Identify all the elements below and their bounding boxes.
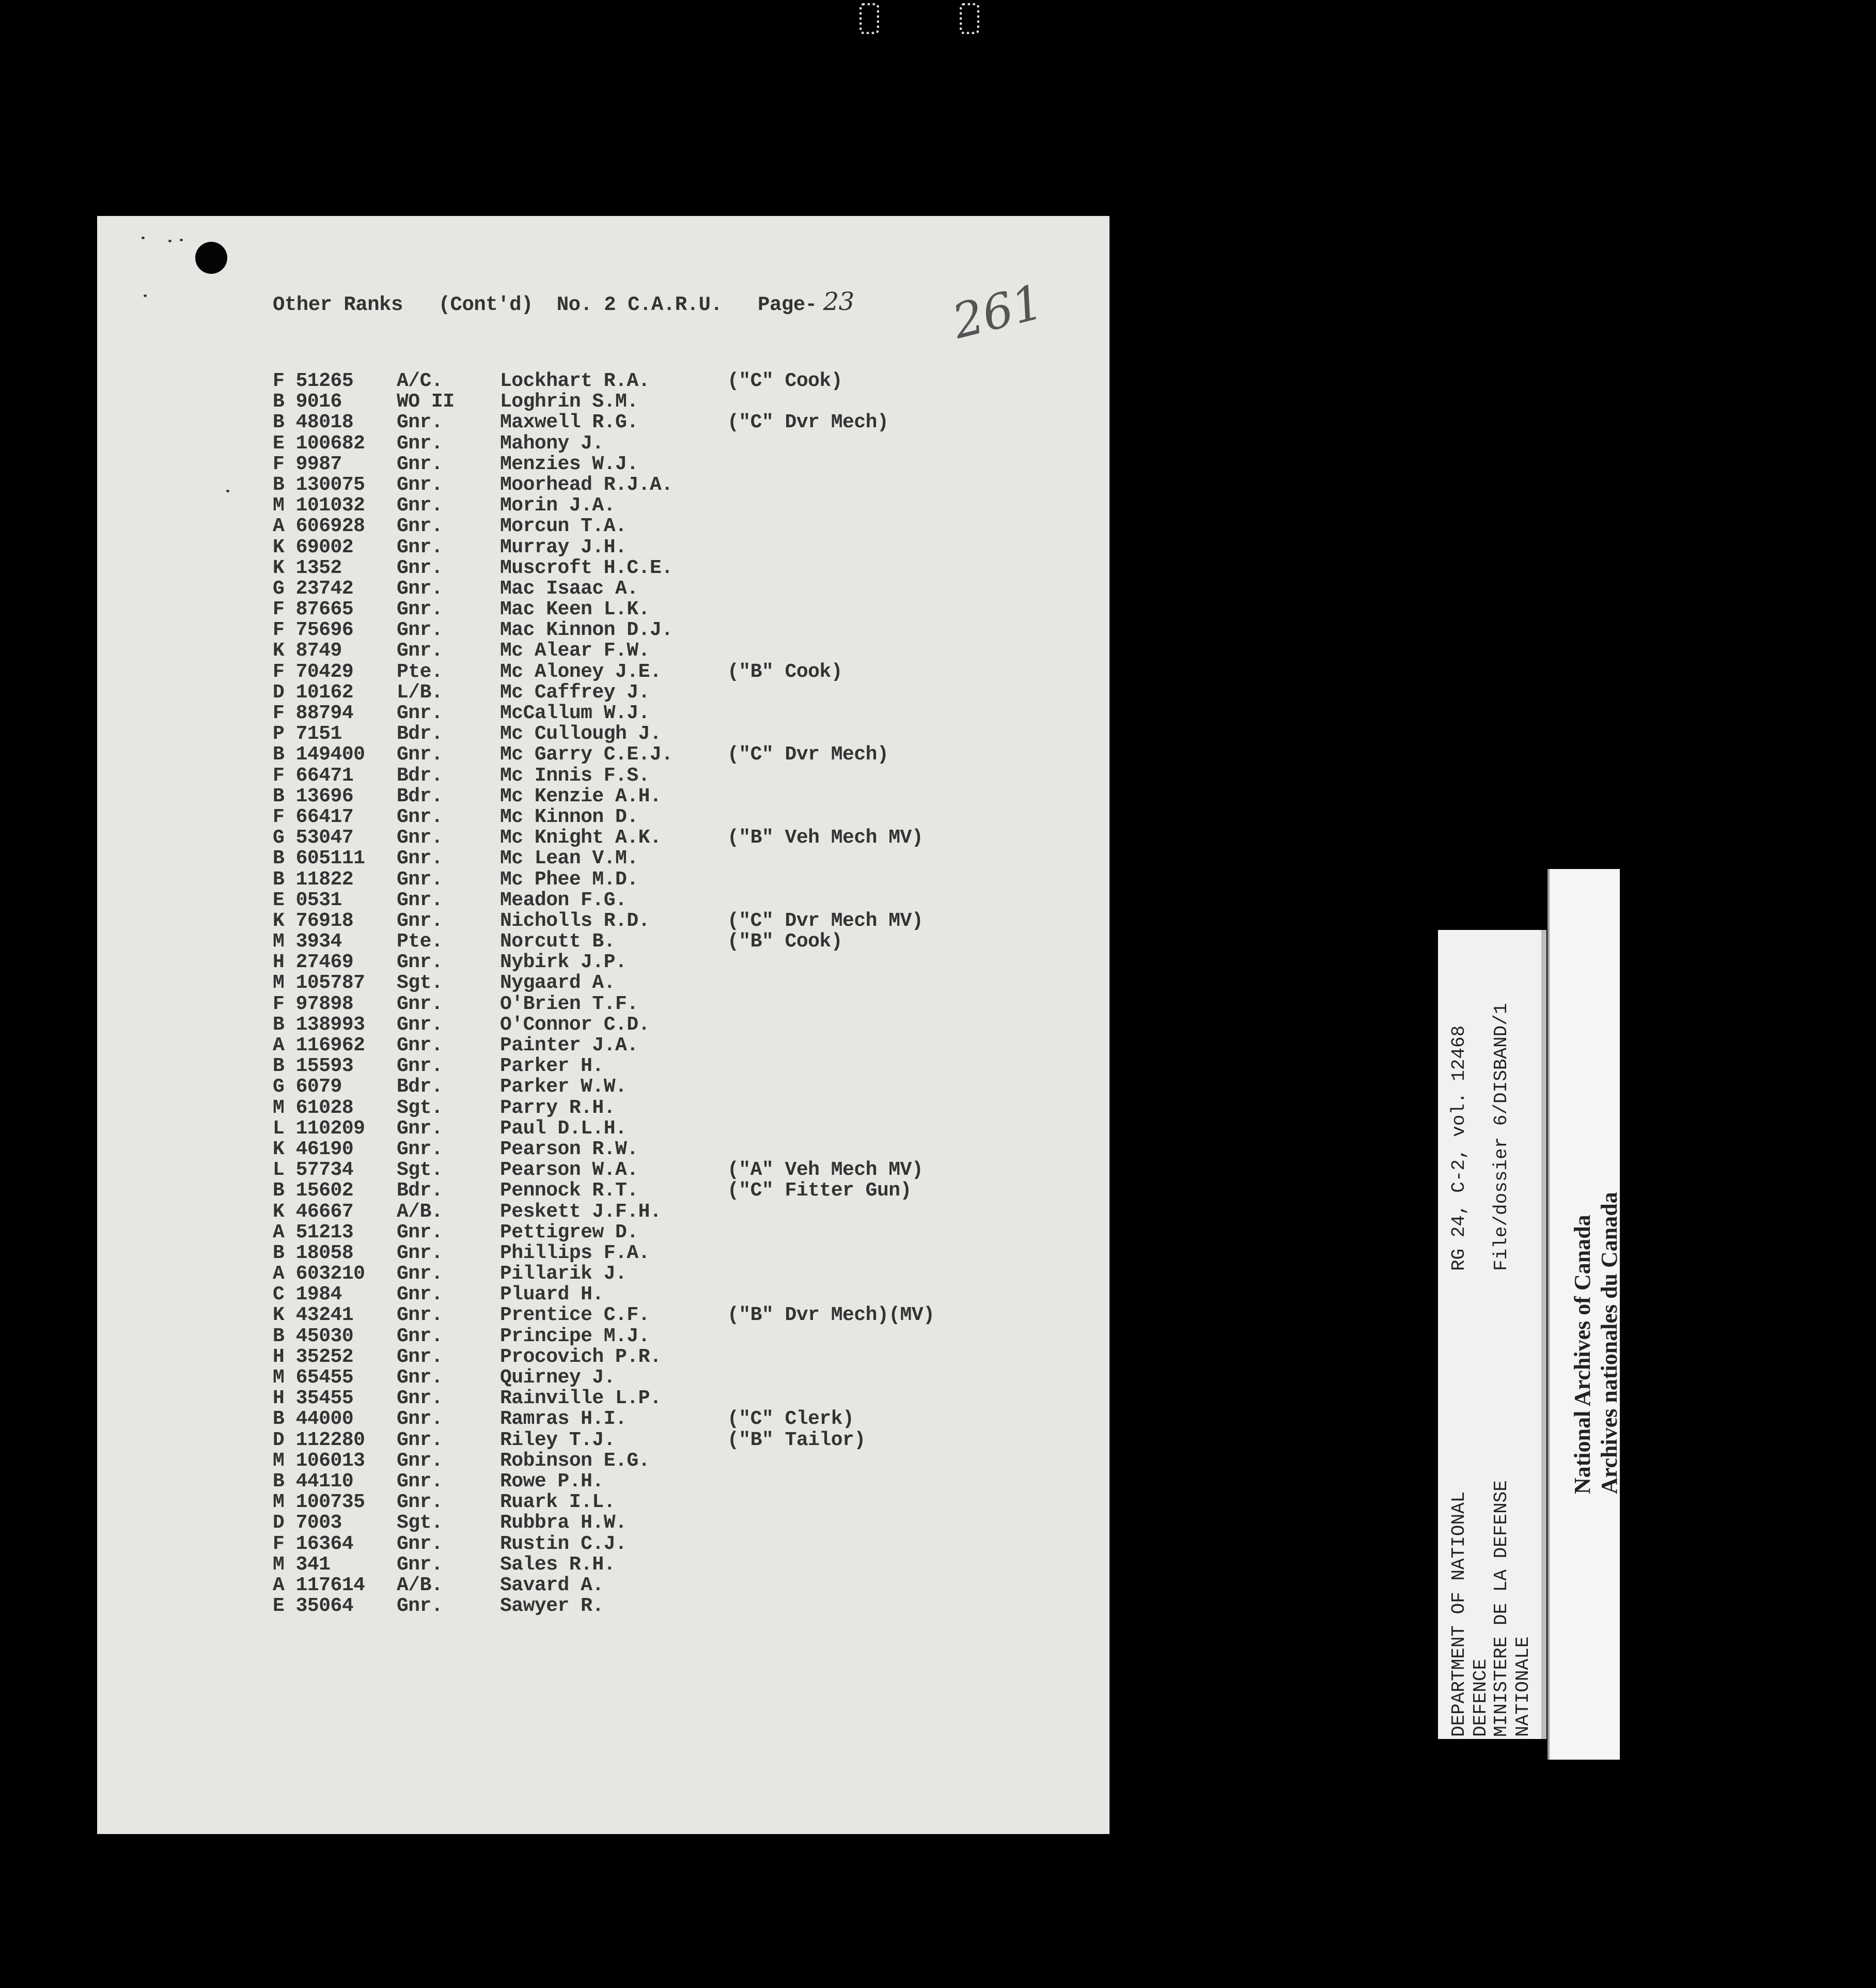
rank: Gnr.	[397, 1034, 443, 1057]
soldier-name: Savard A.	[500, 1574, 604, 1596]
soldier-name: Peskett J.F.H.	[500, 1200, 662, 1223]
rank: Gnr.	[397, 1553, 443, 1576]
soldier-name: Paul D.L.H.	[500, 1117, 627, 1140]
rank: Gnr.	[397, 515, 443, 538]
service-number: L 57734	[273, 1159, 354, 1182]
rank: Gnr.	[397, 494, 443, 517]
soldier-name: Meadon F.G.	[500, 889, 627, 911]
dept-fr-text: MINISTERE DE LA DEFENSE NATIONALE	[1491, 1480, 1534, 1737]
rank: Gnr.	[397, 1117, 443, 1140]
soldier-name: Mahony J.	[500, 432, 604, 455]
service-number: K 1352	[273, 556, 342, 579]
soldier-name: Mc Alear F.W.	[500, 640, 650, 662]
trade-note: ("B" Cook)	[727, 660, 843, 683]
trade-note: ("A" Veh Mech MV)	[727, 1159, 924, 1182]
soldier-name: Mc Aloney J.E.	[500, 660, 662, 683]
trade-note: ("B" Cook)	[727, 930, 843, 953]
service-number: K 46190	[273, 1138, 354, 1160]
service-number: D 112280	[273, 1428, 365, 1451]
service-number: B 138993	[273, 1013, 365, 1036]
soldier-name: Mc Caffrey J.	[500, 681, 650, 704]
service-number: F 51265	[273, 370, 354, 392]
soldier-name: Riley T.J.	[500, 1428, 616, 1451]
rank: L/B.	[397, 681, 443, 704]
rank: Gnr.	[397, 743, 443, 766]
rank: Pte.	[397, 930, 443, 953]
soldier-name: Pearson W.A.	[500, 1159, 638, 1182]
rank: Gnr.	[397, 1241, 443, 1264]
service-number: F 9987	[273, 453, 342, 475]
rank: Gnr.	[397, 1138, 443, 1160]
rank: Gnr.	[397, 847, 443, 870]
rank: Gnr.	[397, 1470, 443, 1493]
trade-note: ("C" Fitter Gun)	[727, 1179, 912, 1202]
rank: Sgt.	[397, 1159, 443, 1182]
soldier-name: Painter J.A.	[500, 1034, 638, 1057]
speck	[168, 240, 171, 242]
rank: WO II	[397, 391, 455, 413]
rank: Gnr.	[397, 453, 443, 475]
service-number: B 44000	[273, 1408, 354, 1431]
soldier-name: Mc Garry C.E.J.	[500, 743, 673, 766]
service-number: B 130075	[273, 473, 365, 496]
trade-note: ("C" Dvr Mech)	[727, 743, 889, 766]
service-number: P 7151	[273, 723, 342, 746]
service-number: F 75696	[273, 619, 354, 642]
soldier-name: Mc Cullough J.	[500, 723, 662, 746]
rank: Gnr.	[397, 1345, 443, 1368]
soldier-name: Rustin C.J.	[500, 1532, 627, 1555]
soldier-name: Mc Kinnon D.	[500, 805, 638, 828]
soldier-name: Sales R.H.	[500, 1553, 616, 1576]
soldier-name: Maxwell R.G.	[500, 411, 638, 434]
trade-note: ("B" Dvr Mech)(MV)	[727, 1304, 935, 1327]
film-sprocket-right	[960, 3, 979, 34]
service-number: E 0531	[273, 889, 342, 911]
rank: Gnr.	[397, 1595, 443, 1618]
service-number: F 88794	[273, 702, 354, 724]
soldier-name: Parker H.	[500, 1055, 604, 1078]
rank: Gnr.	[397, 1366, 443, 1389]
service-number: G 23742	[273, 577, 354, 600]
service-number: K 46667	[273, 1200, 354, 1223]
service-number: M 341	[273, 1553, 331, 1576]
rank: Gnr.	[397, 1055, 443, 1078]
soldier-name: Rainville L.P.	[500, 1387, 662, 1410]
rank: Pte.	[397, 660, 443, 683]
soldier-name: Nybirk J.P.	[500, 951, 627, 974]
soldier-name: Phillips F.A.	[500, 1241, 650, 1264]
soldier-name: Nygaard A.	[500, 972, 616, 995]
rank: Gnr.	[397, 889, 443, 911]
service-number: B 149400	[273, 743, 365, 766]
rank: Bdr.	[397, 785, 443, 807]
soldier-name: Robinson E.G.	[500, 1449, 650, 1472]
soldier-name: Sawyer R.	[500, 1595, 604, 1618]
rank: Gnr.	[397, 556, 443, 579]
soldier-name: Pennock R.T.	[500, 1179, 638, 1202]
speck	[142, 237, 145, 239]
soldier-name: Procovich P.R.	[500, 1345, 662, 1368]
service-number: H 27469	[273, 951, 354, 974]
rank: Gnr.	[397, 1263, 443, 1285]
soldier-name: Ruark I.L.	[500, 1491, 616, 1514]
service-number: M 3934	[273, 930, 342, 953]
service-number: A 51213	[273, 1221, 354, 1244]
soldier-name: Prentice C.F.	[500, 1304, 650, 1327]
speck	[180, 239, 183, 241]
soldier-name: Mac Keen L.K.	[500, 598, 650, 621]
service-number: K 76918	[273, 909, 354, 932]
service-number: M 61028	[273, 1096, 354, 1119]
service-number: B 13696	[273, 785, 354, 807]
service-number: F 66417	[273, 805, 354, 828]
service-number: E 35064	[273, 1595, 354, 1618]
soldier-name: Mc Lean V.M.	[500, 847, 638, 870]
rank: Gnr.	[397, 1532, 443, 1555]
soldier-name: Menzies W.J.	[500, 453, 638, 475]
header-text: Other Ranks (Cont'd) No. 2 C.A.R.U. Page-	[273, 293, 817, 316]
soldier-name: Ramras H.I.	[500, 1408, 627, 1431]
service-number: B 45030	[273, 1325, 354, 1347]
service-number: C 1984	[273, 1283, 342, 1306]
soldier-name: Parry R.H.	[500, 1096, 616, 1119]
trade-note: ("B" Tailor)	[727, 1428, 866, 1451]
rank: Sgt.	[397, 1096, 443, 1119]
service-number: B 44110	[273, 1470, 354, 1493]
soldier-name: Nicholls R.D.	[500, 909, 650, 932]
soldier-name: O'Connor C.D.	[500, 1013, 650, 1036]
rank: Gnr.	[397, 1387, 443, 1410]
service-number: E 100682	[273, 432, 365, 455]
rank: Gnr.	[397, 909, 443, 932]
rank: Gnr.	[397, 411, 443, 434]
rank: Gnr.	[397, 473, 443, 496]
soldier-name: Moorhead R.J.A.	[500, 473, 673, 496]
service-number: B 11822	[273, 868, 354, 891]
service-number: B 9016	[273, 391, 342, 413]
service-number: F 70429	[273, 660, 354, 683]
rank: Gnr.	[397, 827, 443, 849]
rank: Gnr.	[397, 1221, 443, 1244]
speck	[144, 294, 147, 297]
speck	[226, 490, 229, 492]
soldier-name: Principe M.J.	[500, 1325, 650, 1347]
rank: Gnr.	[397, 577, 443, 600]
service-number: B 18058	[273, 1241, 354, 1264]
service-number: B 15602	[273, 1179, 354, 1202]
service-number: A 606928	[273, 515, 365, 538]
rank: Gnr.	[397, 1428, 443, 1451]
soldier-name: Norcutt B.	[500, 930, 616, 953]
archive-reference-label	[1438, 930, 1546, 1739]
dept-en-text: DEPARTMENT OF NATIONAL DEFENCE	[1448, 1491, 1491, 1737]
rank: A/B.	[397, 1200, 443, 1223]
rank: Gnr.	[397, 1408, 443, 1431]
soldier-name: Mc Phee M.D.	[500, 868, 638, 891]
archives-canada-label	[1547, 869, 1620, 1760]
rank: Gnr.	[397, 619, 443, 642]
soldier-name: Muscroft H.C.E.	[500, 556, 673, 579]
soldier-name: Rowe P.H.	[500, 1470, 604, 1493]
soldier-name: Rubbra H.W.	[500, 1512, 627, 1534]
service-number: M 105787	[273, 972, 365, 995]
service-number: H 35252	[273, 1345, 354, 1368]
service-number: G 53047	[273, 827, 354, 849]
rank: Gnr.	[397, 1304, 443, 1327]
service-number: F 66471	[273, 764, 354, 787]
service-number: B 48018	[273, 411, 354, 434]
file-text: File/dossier 6/DISBAND/1	[1491, 1003, 1512, 1271]
service-number: M 65455	[273, 1366, 354, 1389]
rank: Gnr.	[397, 992, 443, 1015]
service-number: A 117614	[273, 1574, 365, 1596]
page-header	[273, 287, 854, 316]
service-number: L 110209	[273, 1117, 365, 1140]
service-number: A 603210	[273, 1263, 365, 1285]
rank: Gnr.	[397, 640, 443, 662]
reference-text: RG 24, C-2, vol. 12468	[1448, 1025, 1469, 1271]
rank: Sgt.	[397, 972, 443, 995]
soldier-name: Lockhart R.A.	[500, 370, 650, 392]
rank: Gnr.	[397, 702, 443, 724]
soldier-name: Mc Innis F.S.	[500, 764, 650, 787]
soldier-name: Loghrin S.M.	[500, 391, 638, 413]
rank: Gnr.	[397, 951, 443, 974]
service-number: D 7003	[273, 1512, 342, 1534]
service-number: F 16364	[273, 1532, 354, 1555]
rank: Bdr.	[397, 723, 443, 746]
rank: Gnr.	[397, 1325, 443, 1347]
trade-note: ("B" Veh Mech MV)	[727, 827, 924, 849]
rank: Gnr.	[397, 432, 443, 455]
service-number: F 87665	[273, 598, 354, 621]
service-number: F 97898	[273, 992, 354, 1015]
soldier-name: Morcun T.A.	[500, 515, 627, 538]
service-number: A 116962	[273, 1034, 365, 1057]
rank: Gnr.	[397, 868, 443, 891]
service-number: M 101032	[273, 494, 365, 517]
soldier-name: Pluard H.	[500, 1283, 604, 1306]
service-number: K 8749	[273, 640, 342, 662]
rank: A/B.	[397, 1574, 443, 1596]
soldier-name: Morin J.A.	[500, 494, 616, 517]
soldier-name: Mac Isaac A.	[500, 577, 638, 600]
archives-text: National Archives of Canada Archives nationales du Canada	[1570, 1192, 1622, 1494]
trade-note: ("C" Cook)	[727, 370, 843, 392]
service-number: G 6079	[273, 1076, 342, 1098]
soldier-name: Mc Knight A.K.	[500, 827, 662, 849]
service-number: D 10162	[273, 681, 354, 704]
rank: A/C.	[397, 370, 443, 392]
rank: Gnr.	[397, 1283, 443, 1306]
film-sprocket-left	[859, 3, 879, 34]
service-number: M 100735	[273, 1491, 365, 1514]
soldier-name: Murray J.H.	[500, 536, 627, 558]
soldier-name: Pearson R.W.	[500, 1138, 638, 1160]
rank: Gnr.	[397, 805, 443, 828]
soldier-name: Quirney J.	[500, 1366, 616, 1389]
rank: Gnr.	[397, 1013, 443, 1036]
rank: Bdr.	[397, 1179, 443, 1202]
soldier-name: McCallum W.J.	[500, 702, 650, 724]
rank: Gnr.	[397, 598, 443, 621]
service-number: H 35455	[273, 1387, 354, 1410]
soldier-name: Mac Kinnon D.J.	[500, 619, 673, 642]
service-number: M 106013	[273, 1449, 365, 1472]
punch-hole	[195, 242, 227, 274]
service-number: B 15593	[273, 1055, 354, 1078]
rank: Gnr.	[397, 1491, 443, 1514]
page-number: 23	[823, 287, 854, 316]
rank: Gnr.	[397, 536, 443, 558]
trade-note: ("C" Dvr Mech MV)	[727, 909, 924, 932]
soldier-name: Mc Kenzie A.H.	[500, 785, 662, 807]
trade-note: ("C" Dvr Mech)	[727, 411, 889, 434]
rank: Sgt.	[397, 1512, 443, 1534]
rank: Bdr.	[397, 1076, 443, 1098]
service-number: K 43241	[273, 1304, 354, 1327]
service-number: B 605111	[273, 847, 365, 870]
rank: Gnr.	[397, 1449, 443, 1472]
rank: Bdr.	[397, 764, 443, 787]
service-number: K 69002	[273, 536, 354, 558]
soldier-name: Pettigrew D.	[500, 1221, 638, 1244]
soldier-name: O'Brien T.F.	[500, 992, 638, 1015]
trade-note: ("C" Clerk)	[727, 1408, 854, 1431]
soldier-name: Pillarik J.	[500, 1263, 627, 1285]
soldier-name: Parker W.W.	[500, 1076, 627, 1098]
folio-number: 261	[947, 274, 1049, 350]
document-page	[97, 216, 1109, 1834]
